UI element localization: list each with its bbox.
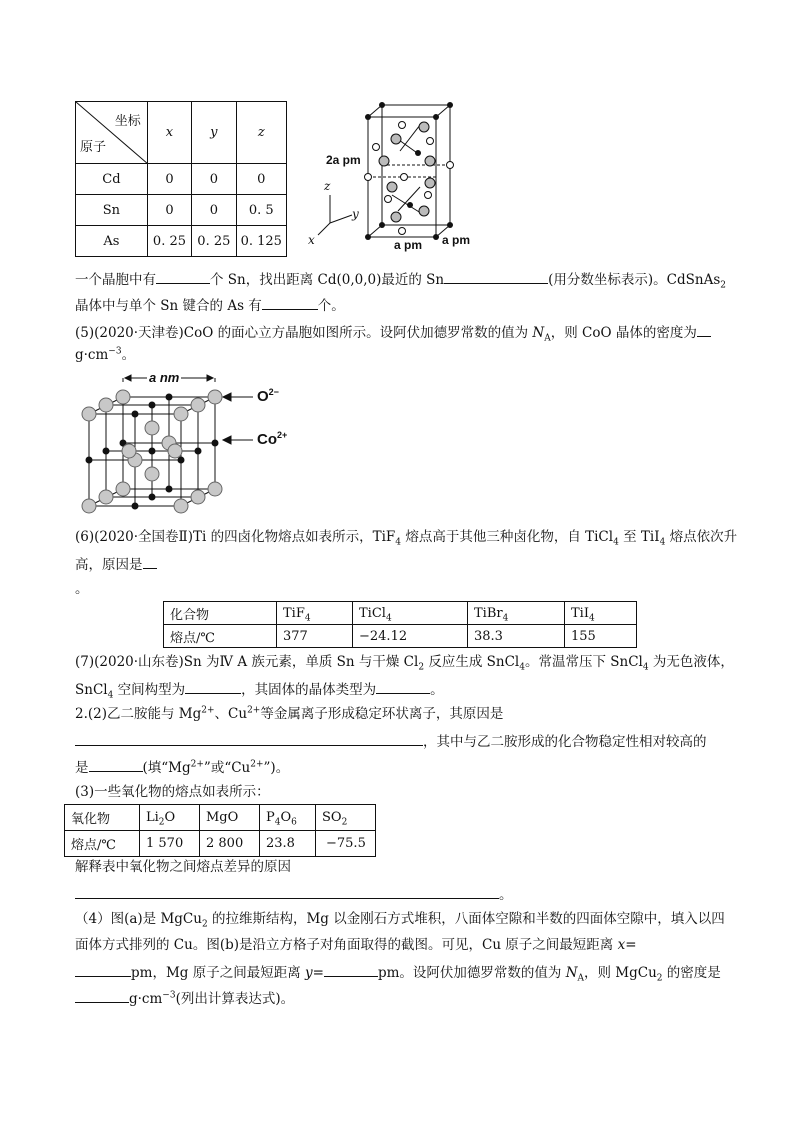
value-cell: 0. 25 xyxy=(147,226,191,257)
text: 2.(2)乙二胺能与 Mg xyxy=(75,706,202,722)
header-top-label: 坐标 xyxy=(114,114,141,129)
subscript: 6 xyxy=(291,817,297,828)
text: (7)(2020·山东卷)Sn 为Ⅳ A 族元素，单质 Sn 与干燥 Cl xyxy=(75,654,419,670)
text: (6)(2020·全国卷Ⅱ)Ti 的四卤化物熔点如表所示，TiF xyxy=(75,529,396,545)
answer-blank[interactable] xyxy=(75,731,423,746)
answer-blank[interactable] xyxy=(376,679,430,694)
superscript: −3 xyxy=(108,346,122,357)
q4b-line-2 xyxy=(75,936,637,954)
col-z-header: z xyxy=(236,102,286,164)
header-cell xyxy=(260,805,316,831)
text: (3)一些氧化物的熔点如表所示： xyxy=(75,784,270,800)
text: 。 xyxy=(75,581,89,597)
col-x-header: x xyxy=(147,102,191,164)
value-cell: 0 xyxy=(147,164,191,195)
a-pm-right-label: a pm xyxy=(442,233,471,247)
q6-line-1 xyxy=(75,528,737,546)
a-pm-left-label: a pm xyxy=(394,238,423,252)
value-cell: 1 570 xyxy=(140,831,200,857)
text: 反应生成 SnCl xyxy=(424,654,520,670)
row-label: 熔点/℃ xyxy=(164,625,277,648)
q3-intro xyxy=(75,783,270,801)
text: = xyxy=(312,965,324,981)
text: = xyxy=(625,937,637,953)
text: TiCl xyxy=(359,605,386,621)
coordinate-table xyxy=(75,101,287,257)
axis-z-label: z xyxy=(324,179,331,193)
text: O xyxy=(280,810,292,825)
answer-blank[interactable] xyxy=(143,554,157,569)
text: ”)。 xyxy=(263,760,290,776)
text: 等金属离子形成稳定环状离子，其原因是 xyxy=(260,706,504,722)
subscript: 4 xyxy=(304,613,311,624)
header-bottom-label: 原子 xyxy=(80,140,107,155)
text: 个 Sn，找出距离 Cd(0,0,0)最近的 Sn xyxy=(210,272,445,288)
text: 、Cu xyxy=(214,706,248,722)
header-cell xyxy=(353,602,468,625)
subscript: 2 xyxy=(341,817,348,828)
symbol: N xyxy=(532,325,545,341)
text: 的密度是 xyxy=(662,965,721,981)
value-cell: 155 xyxy=(565,625,637,648)
text: 熔点依次升 xyxy=(665,529,738,545)
subscript: 4 xyxy=(659,537,666,548)
text: SnCl xyxy=(75,682,108,698)
text: ，其中与乙二胺形成的化合物稳定性相对较高的 xyxy=(423,734,707,750)
subscript: 4 xyxy=(502,613,509,624)
a-nm-label xyxy=(147,370,181,385)
header-cell xyxy=(277,602,353,625)
q4b-line-3 xyxy=(75,962,721,982)
value-cell: 38.3 xyxy=(468,625,565,648)
q7-line-1 xyxy=(75,653,734,671)
text: 的拉维斯结构，Mg 以金刚石方式堆积，八面体空隙和半数的四面体空隙中，填入以四 xyxy=(207,911,725,927)
q7-line-2 xyxy=(75,679,444,699)
text: O xyxy=(257,388,269,405)
q3-after xyxy=(75,858,291,876)
text: (列出计算表达式)。 xyxy=(175,991,295,1007)
subscript: 4 xyxy=(642,662,649,673)
table-row xyxy=(164,625,637,648)
text: 熔点高于其他三种卤化物，自 TiCl xyxy=(401,529,614,545)
q4-line-1 xyxy=(75,269,726,289)
text: 。常温常压下 SnCl xyxy=(524,654,643,670)
superscript: −3 xyxy=(162,990,176,1001)
answer-blank[interactable] xyxy=(324,962,378,977)
value-cell: 0 xyxy=(192,164,236,195)
text: pm，Mg 原子之间最短距离 xyxy=(131,965,305,981)
cdsnas2-cell-figure xyxy=(300,95,490,255)
subscript: 4 xyxy=(519,662,525,673)
text: 解释表中氧化物之间熔点差异的原因 xyxy=(75,859,291,875)
q4b-line-1 xyxy=(75,910,725,928)
value-cell: 377 xyxy=(277,625,353,648)
text: ”或“Cu xyxy=(203,760,251,776)
table-row xyxy=(76,164,287,195)
q6-line-2 xyxy=(75,554,157,574)
co2-label xyxy=(257,431,287,448)
answer-blank[interactable] xyxy=(697,322,711,337)
superscript: 2+ xyxy=(190,759,204,770)
value-cell: 0 xyxy=(236,164,286,195)
text: a nm xyxy=(149,370,180,385)
text: 面体方式排列的 Cu。图(b)是沿立方格子对角面取得的截图。可见，Cu 原子之间最短距离 xyxy=(75,937,618,953)
value-cell: 0 xyxy=(147,195,191,226)
header-cell xyxy=(316,805,376,831)
text: TiI xyxy=(571,605,589,621)
symbol: N xyxy=(565,965,578,981)
superscript: 2+ xyxy=(277,430,288,440)
text: ，其固体的晶体类型为 xyxy=(241,682,377,698)
answer-blank[interactable] xyxy=(444,269,548,284)
header-cell xyxy=(468,602,565,625)
header-cell xyxy=(140,805,200,831)
atom-cell: As xyxy=(76,226,148,257)
value-cell: 2 800 xyxy=(200,831,260,857)
q5-line-2 xyxy=(75,346,135,364)
text: TiBr xyxy=(474,605,503,621)
row-label: 熔点/℃ xyxy=(65,831,140,857)
text: 空间构型为 xyxy=(113,682,186,698)
q3-answer-line xyxy=(75,884,513,904)
text: 。 xyxy=(121,347,136,363)
text: 为无色液体， xyxy=(648,654,734,670)
subscript: 4 xyxy=(588,613,595,624)
text: 是 xyxy=(75,760,89,776)
q4b-line-4 xyxy=(75,988,294,1008)
text: g·cm xyxy=(75,347,109,363)
answer-blank[interactable] xyxy=(75,884,499,899)
subscript: 2 xyxy=(201,919,208,930)
text: O xyxy=(164,810,176,825)
table-row xyxy=(76,195,287,226)
text: 高，原因是 xyxy=(75,557,143,573)
text: (填“Mg xyxy=(142,760,191,776)
subscript: A xyxy=(577,973,584,984)
q5-line-1 xyxy=(75,322,711,342)
q4-line-2 xyxy=(75,295,345,315)
header-cell: MgO xyxy=(200,805,260,831)
header-cell: 氧化物 xyxy=(65,805,140,831)
q2-line-2 xyxy=(75,731,707,751)
atom-cell: Sn xyxy=(76,195,148,226)
text: 一个晶胞中有 xyxy=(75,272,156,288)
oxide-table xyxy=(64,804,376,857)
text: ，则 MgCu xyxy=(584,965,657,981)
cell-drawing xyxy=(300,95,490,255)
subscript: 4 xyxy=(613,537,619,548)
value-cell: −75.5 xyxy=(316,831,376,857)
answer-blank[interactable] xyxy=(156,269,210,284)
value-cell: 0. 125 xyxy=(236,226,286,257)
table-row xyxy=(76,226,287,257)
text: (用分数坐标表示)。CdSnAs xyxy=(548,272,721,288)
superscript: 2+ xyxy=(201,705,215,716)
text: (5)(2020·天津卷)CoO 的面心立方晶胞如图所示。设阿伏加德罗常数的值为 xyxy=(75,325,533,341)
axis-y-label: y xyxy=(352,207,359,221)
subscript: 2 xyxy=(158,817,165,828)
text: P xyxy=(266,810,275,825)
symbol: x xyxy=(617,937,626,953)
answer-blank[interactable] xyxy=(185,679,241,694)
superscript: 2− xyxy=(268,387,279,397)
answer-blank[interactable] xyxy=(262,295,318,310)
subscript: A xyxy=(544,333,551,344)
col-y-header: y xyxy=(192,102,236,164)
table-row xyxy=(65,805,376,831)
superscript: 2+ xyxy=(247,705,261,716)
subscript: 2 xyxy=(720,280,726,291)
atom-cell: Cd xyxy=(76,164,148,195)
header-cell: 化合物 xyxy=(164,602,277,625)
value-cell: 0. 5 xyxy=(236,195,286,226)
coo-cell-figure xyxy=(75,370,315,515)
header-cell xyxy=(565,602,637,625)
table-row xyxy=(65,831,376,857)
text: Co xyxy=(257,431,277,448)
answer-blank[interactable] xyxy=(75,962,131,977)
q2-line-1 xyxy=(75,705,503,723)
text: 至 TiI xyxy=(618,529,660,545)
text: Li xyxy=(146,810,159,825)
height-2a-label: 2a pm xyxy=(326,153,361,167)
subscript: 2 xyxy=(418,662,425,673)
text: SO xyxy=(322,810,342,825)
subscript: 4 xyxy=(274,817,281,828)
text: 。 xyxy=(499,887,513,903)
text: 个。 xyxy=(317,298,345,314)
answer-blank[interactable] xyxy=(89,757,143,772)
text: （4）图(a)是 MgCu xyxy=(75,911,202,927)
value-cell: 0 xyxy=(192,195,236,226)
text: g·cm xyxy=(129,991,163,1007)
superscript: 2+ xyxy=(250,759,264,770)
text: pm。设阿伏加德罗常数的值为 xyxy=(377,965,566,981)
subscript: 4 xyxy=(385,613,392,624)
answer-blank[interactable] xyxy=(75,988,129,1003)
q2-line-3 xyxy=(75,757,289,777)
value-cell: −24.12 xyxy=(353,625,468,648)
value-cell: 23.8 xyxy=(260,831,316,857)
text: 。 xyxy=(430,682,444,698)
text: TiF xyxy=(283,605,305,621)
value-cell: 0. 25 xyxy=(192,226,236,257)
ti-halide-table xyxy=(163,601,637,648)
table-row xyxy=(164,602,637,625)
symbol: y xyxy=(305,965,313,981)
q6-line-3 xyxy=(75,580,89,598)
subscript: 4 xyxy=(107,690,114,701)
text: ，则 CoO 晶体的密度为 xyxy=(550,325,697,341)
text: 晶体中与单个 Sn 键合的 As 有 xyxy=(75,298,262,314)
axis-x-label: x xyxy=(308,233,315,247)
o2-label xyxy=(257,388,279,405)
subscript: 4 xyxy=(395,537,402,548)
subscript: 2 xyxy=(656,973,663,984)
diagonal-header-cell xyxy=(76,102,148,164)
